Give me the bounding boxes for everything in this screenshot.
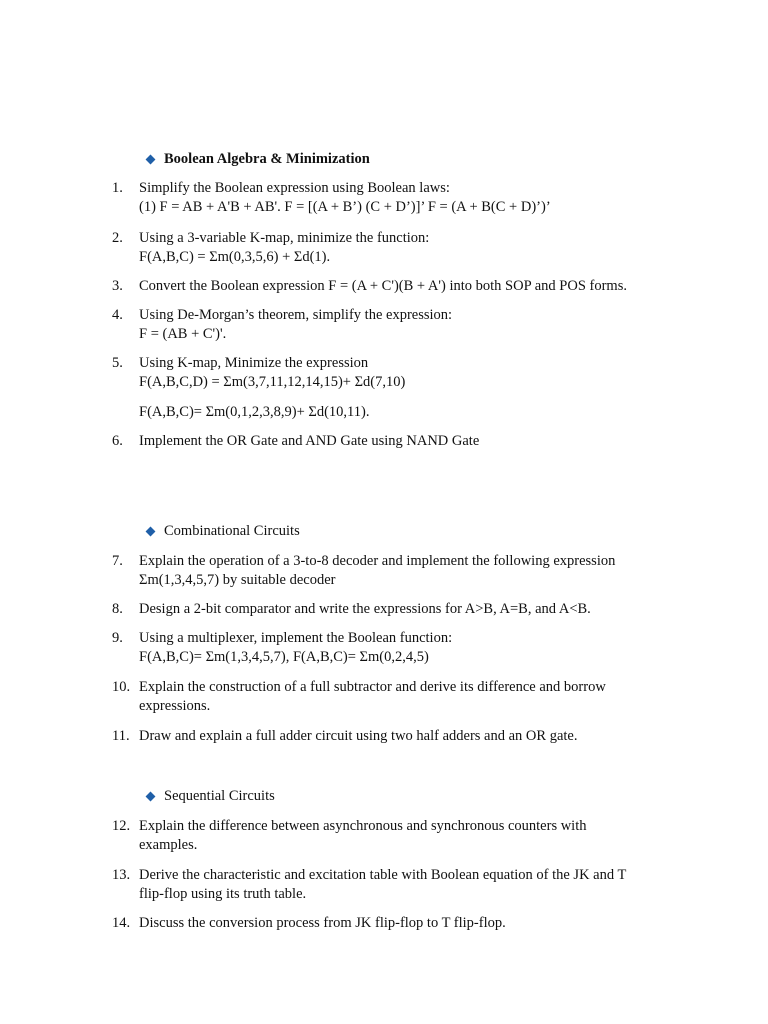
question-line: F(A,B,C)= Σm(1,3,4,5,7), F(A,B,C)= Σm(0,2,4,5) [139, 649, 429, 665]
question-number: 9. [112, 630, 123, 646]
question-line: Σm(1,3,4,5,7) by suitable decoder [139, 572, 336, 588]
section-title: Combinational Circuits [164, 523, 300, 539]
section-title: Boolean Algebra & Minimization [164, 151, 370, 167]
question-item [112, 914, 692, 933]
question-line: examples. [139, 837, 198, 853]
question-number: 1. [112, 180, 123, 196]
question-item [112, 552, 692, 590]
question-number: 7. [112, 553, 123, 569]
question-item [112, 306, 692, 344]
question-number: 8. [112, 601, 123, 617]
question-line: Implement the OR Gate and AND Gate using NAND Gate [139, 433, 480, 449]
question-line: Convert the Boolean expression F = (A + C')(B + A') into both SOP and POS forms. [139, 278, 627, 294]
question-extra-line: F(A,B,C)= Σm(0,1,2,3,8,9)+ Σd(10,11). [139, 404, 370, 420]
question-number: 6. [112, 433, 123, 449]
question-number: 2. [112, 230, 123, 246]
question-line: F = (AB + C')'. [139, 326, 227, 342]
question-number: 3. [112, 278, 123, 294]
question-line: Using a multiplexer, implement the Boolean function: [139, 630, 453, 646]
question-number: 14. [112, 915, 131, 931]
question-line: flip-flop using its truth table. [139, 886, 307, 902]
question-item [112, 179, 692, 217]
diamond-bullet-icon [146, 526, 156, 536]
question-number: 10. [112, 679, 131, 695]
section-heading-sequential-circuits [146, 787, 275, 805]
question-number: 4. [112, 307, 123, 323]
section-heading-combinational-circuits [146, 522, 300, 540]
question-number: 13. [112, 867, 131, 883]
question-line: Design a 2-bit comparator and write the expressions for A>B, A=B, and A<B. [139, 601, 591, 617]
question-line: Using a 3-variable K-map, minimize the function: [139, 230, 430, 246]
question-item [112, 866, 692, 904]
question-item [112, 600, 692, 619]
question-line: expressions. [139, 698, 211, 714]
section-title: Sequential Circuits [164, 788, 275, 804]
question-line: Using De-Morgan’s theorem, simplify the expression: [139, 307, 453, 323]
question-item [112, 629, 692, 667]
question-number: 12. [112, 818, 131, 834]
question-line: Explain the operation of a 3-to-8 decoder and implement the following expression [139, 553, 616, 569]
question-line: Draw and explain a full adder circuit using two half adders and an OR gate. [139, 728, 578, 744]
question-item [112, 432, 692, 451]
question-item [112, 229, 692, 267]
diamond-bullet-icon [146, 791, 156, 801]
question-item [112, 678, 692, 716]
diamond-bullet-icon [146, 154, 156, 164]
question-number: 5. [112, 355, 123, 371]
question-item [112, 354, 692, 392]
question-line: Discuss the conversion process from JK flip-flop to T flip-flop. [139, 915, 506, 931]
question-line: F(A,B,C) = Σm(0,3,5,6) + Σd(1). [139, 249, 331, 265]
question-line: Simplify the Boolean expression using Boolean laws: [139, 180, 450, 196]
question-item [112, 727, 692, 746]
question-line: Explain the difference between asynchronous and synchronous counters with [139, 818, 587, 834]
question-line: Using K-map, Minimize the expression [139, 355, 369, 371]
question-item [112, 817, 692, 855]
question-line: Explain the construction of a full subtractor and derive its difference and borrow [139, 679, 606, 695]
question-line: Derive the characteristic and excitation table with Boolean equation of the JK and T [139, 867, 627, 883]
section-heading-boolean-algebra [146, 150, 370, 168]
question-line: (1) F = AB + A'B + AB'. F = [(A + B’) (C + D’)]’ F = (A + B(C + D)’)’ [139, 199, 551, 215]
question-item [112, 277, 692, 296]
question-line: F(A,B,C,D) = Σm(3,7,11,12,14,15)+ Σd(7,10) [139, 374, 406, 390]
question-number: 11. [112, 728, 130, 744]
